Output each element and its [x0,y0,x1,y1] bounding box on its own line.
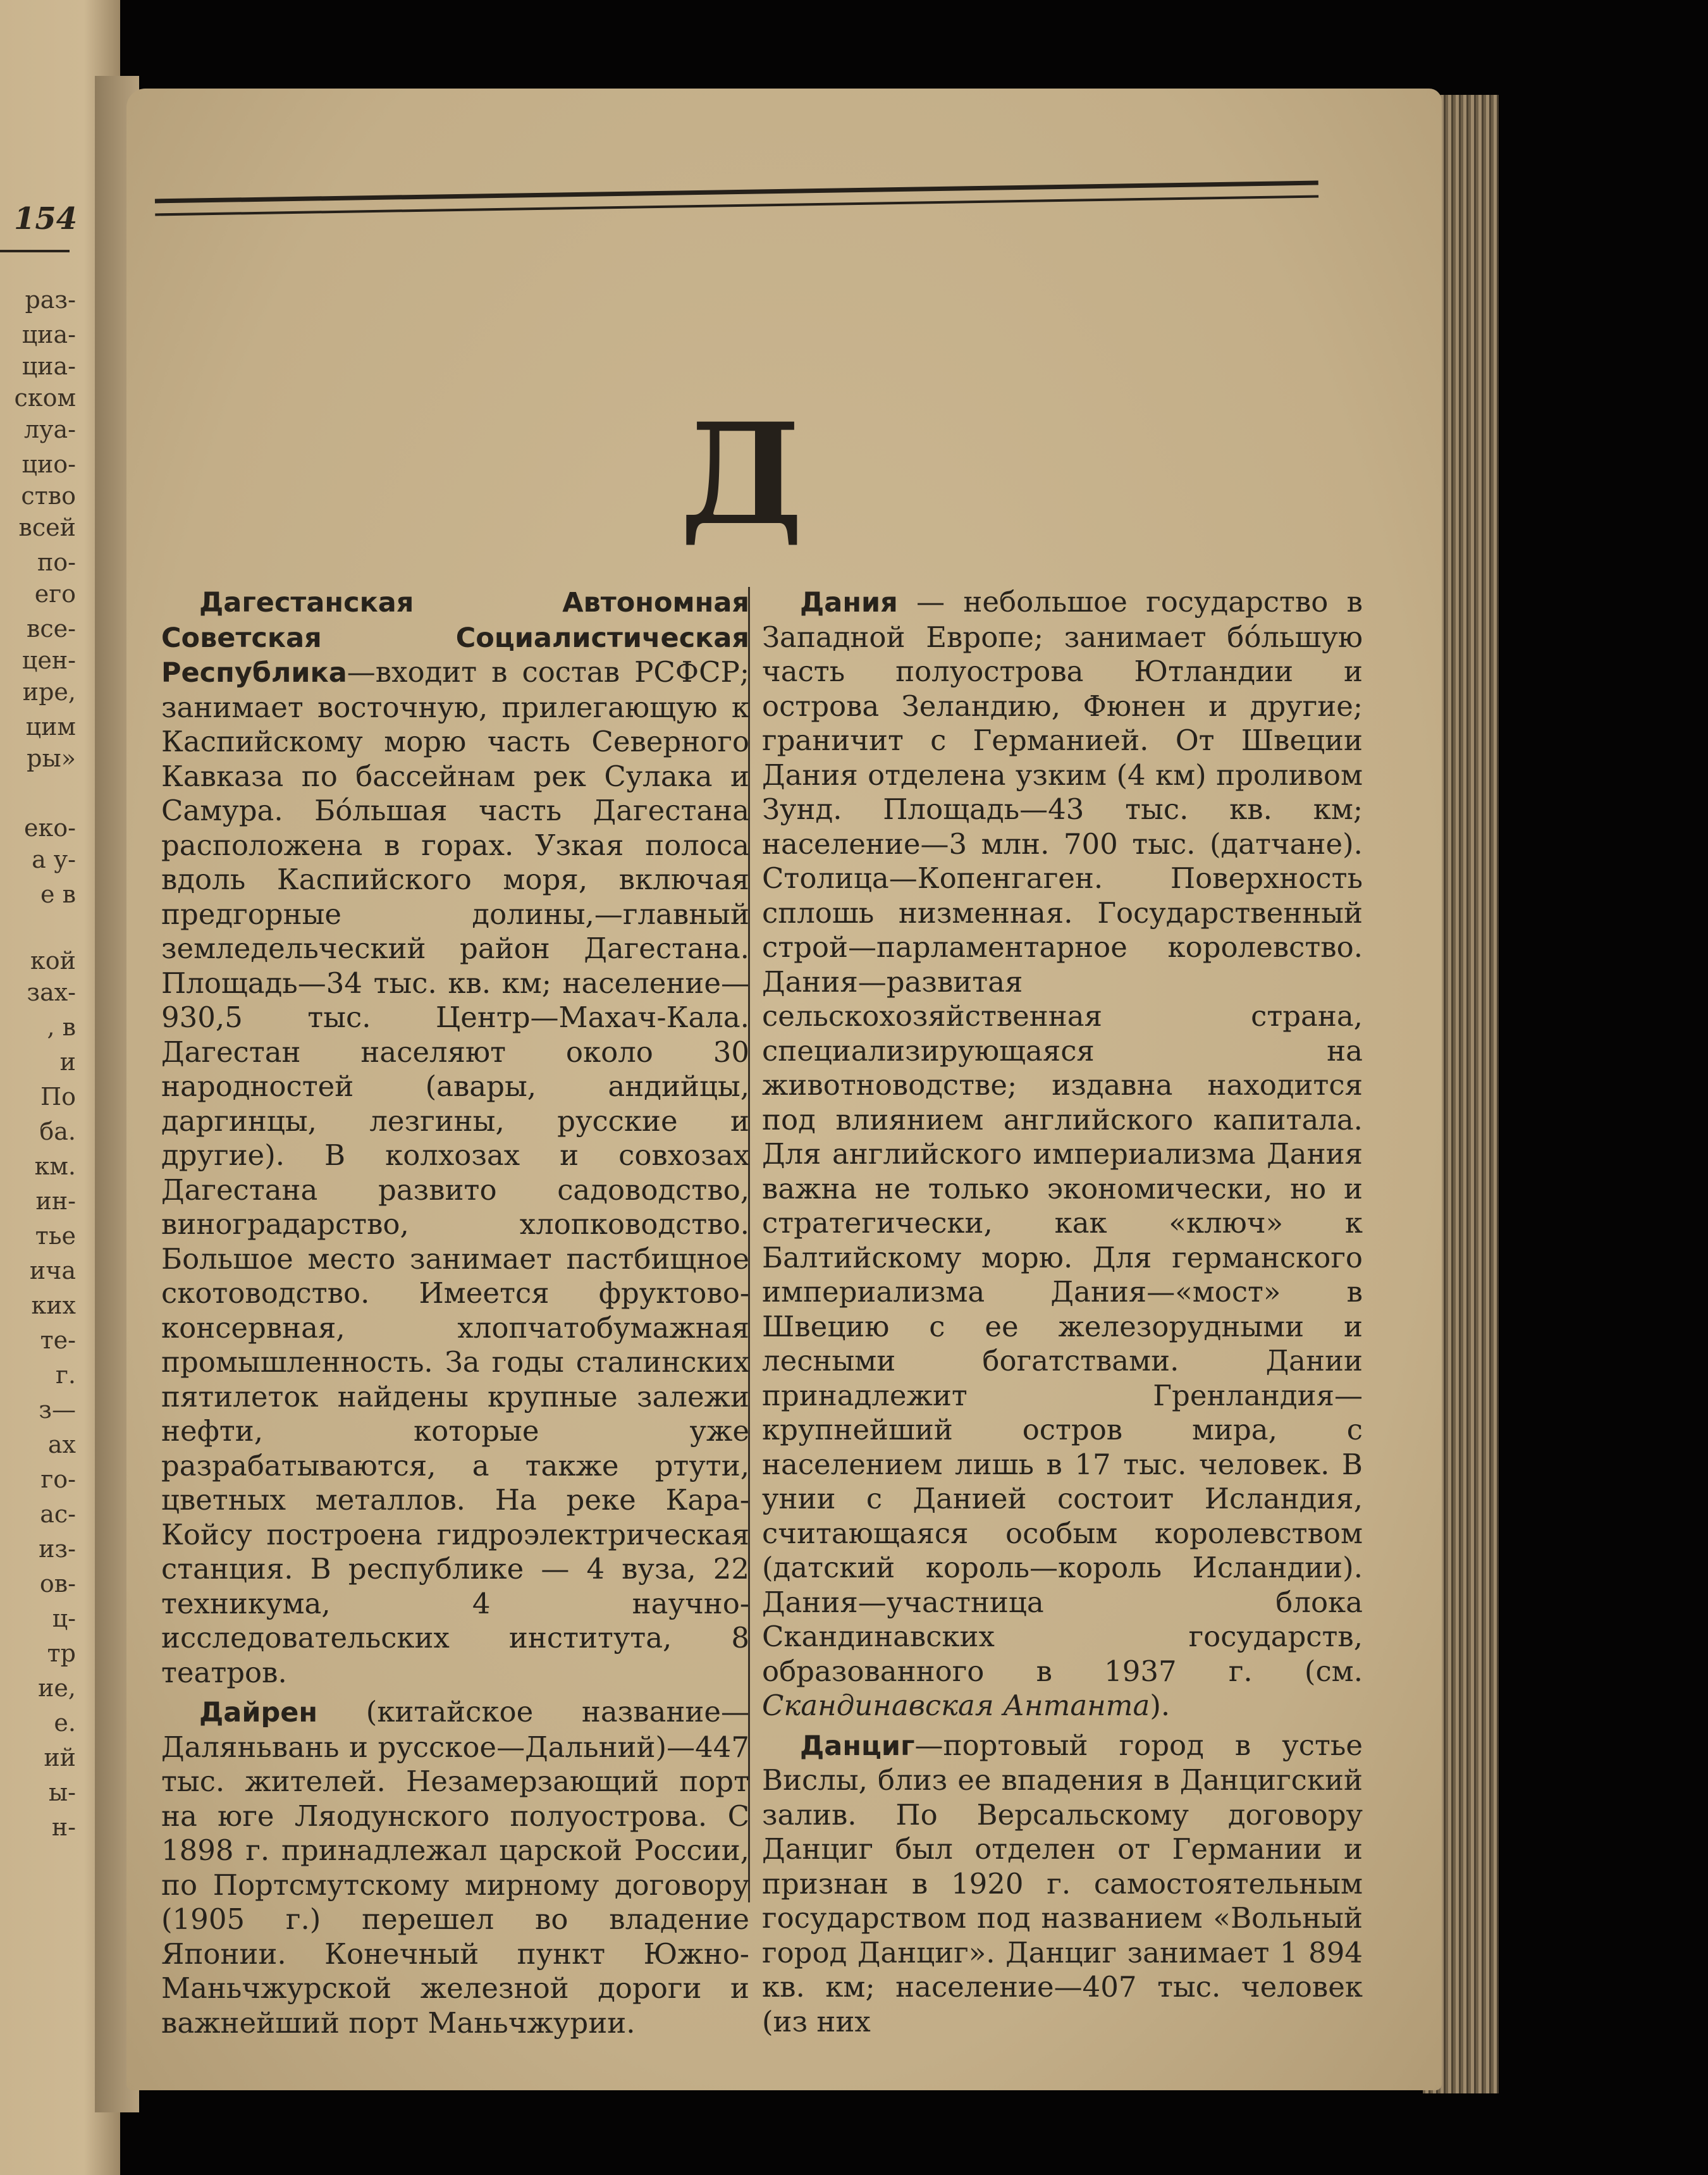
entry-term: Дайрен [199,1697,318,1728]
previous-page-line: ры» [27,744,76,772]
entry-term: Данциг [800,1730,915,1762]
header-rule [0,250,70,252]
entry-dania [762,585,1363,1723]
previous-page-line: еко- [24,814,76,842]
previous-page-line: ц- [52,1605,76,1632]
previous-page-line: г. [56,1361,76,1389]
previous-page-line: раз- [25,286,76,314]
previous-page-line: ас- [40,1500,76,1528]
previous-page-line: ба. [39,1118,76,1145]
previous-page-line: из- [39,1535,76,1563]
entry-text: —входит в состав РСФСР; занимает восточную, прилегающую к Каспийскому морю часть Северного Кавказа по бассейнам рек Сулака и Самура. Бóльшая часть Дагестана расположена в горах. Узкая полоса вдоль Каспийского моря, включая предгорные долины,—главный земледельческий район Дагестана. Площадь—34 тыс. кв. км; население—930,5 тыс. Центр—Махач-Кала. Дагестан населяют около 30 народностей (авары, андийцы, даргинцы, лезгины, русские и другие). В колхозах и совхозах Дагестана развито садоводство, виноградарство, хлопководство. Большое место занимает пастбищное скотоводство. Имеется фруктово-консервная, хлопчатобумажная промышленность. За годы сталинских пятилеток найдены крупные залежи нефти, которые уже разрабатываются, а также ртути, цветных металлов. На реке Кара-Койсу построена гидроэлектрическая станция. В республике — 4 вуза, 22 техникума, 4 научно-исследовательских института, 8 театров. [161,655,749,1689]
previous-page-line: ы- [48,1778,76,1806]
entry-dagestan [161,585,749,1690]
entry-text: —портовый город в устье Вислы, близ ее впадения в Данцигский залив. По Версальскому договору Данциг был отделен от Германии и признан в 1920 г. самостоятельным государством под названием «Вольный город Данциг». Данциг занимает 1 894 кв. км; население—407 тыс. человек (из них [762,1728,1363,2038]
previous-page-line: ких [31,1291,76,1319]
previous-page-line: по- [37,548,76,576]
page-number: 154 [14,201,78,237]
entry-text: — небольшое государство в Западной Европе; занимает бóльшую часть полуострова Ютландии и острова Зеландию, Фюнен и другие; граничит с Германией. От Швеции Дания отделена узким (4 км) проливом Зунд. Площадь—43 тыс. кв. км; население—3 млн. 700 тыс. (датчане). Столица—Копенгаген. Поверхность сплошь низменная. Государственный строй—парламентарное королевство. Дания—развитая сельскохозяйственная страна, специализирующаяся на животноводстве; издавна находится под влиянием английского капитала. Для английского империализма Дания важна не только экономически, но и стратегически, как «ключ» к Балтийскому морю. Для германского империализма Дания—«мост» в Швецию с ее железорудными и лесными богатствами. Дании принадлежит Гренландия—крупнейший остров мира, с населением лишь в 17 тыс. человек. В унии с Данией состоит Исландия, считающаяся особым королевством (датский король—король Исландии). Дания—участница блока Скандинавских государств, образованного в 1937 г. (см. [762,585,1363,1688]
previous-page-line: н- [51,1813,76,1841]
entry-dancig [762,1728,1363,2040]
previous-page-line: е в [40,880,76,908]
previous-page-line: тье [35,1222,76,1250]
entry-text-tail: ). [1150,1689,1170,1722]
entry-text: (китайское название—Даляньвань и русское—Дальний)—447 тыс. жителей. Незамерзающий порт на юге Ляодунского полуострова. С 1898 г. принадлежал царской России, по Портсмутскому мирному договору (1905 г.) перешел во владение Японии. Конечный пункт Южно-Маньчжурской железной дороги и важнейший порт Маньчжурии. [161,1695,749,2040]
previous-page-line: ин- [35,1187,76,1215]
previous-page-line: тр [47,1639,76,1667]
previous-page-line: го- [40,1465,76,1493]
previous-page-line: ском [14,384,76,412]
previous-page-line: км. [34,1152,76,1180]
previous-page-line: те- [40,1326,76,1354]
previous-page-line: ов- [39,1570,76,1598]
previous-page-line: а у- [32,846,76,873]
entry-term: Дания [800,587,898,619]
previous-page-line: цим [25,713,76,741]
previous-page-line: всей [18,514,76,541]
previous-page-line: цен- [22,646,76,674]
previous-page-line: циа- [22,352,76,380]
entry-dairen [161,1695,749,2040]
previous-page-line: з— [39,1396,76,1424]
entry-term: Дагестанская Автономная Советская Социалистическая Республика [161,587,749,689]
left-column [161,585,749,2045]
previous-page-line: цио- [22,450,76,478]
previous-page-line: ий [44,1744,76,1771]
previous-page-line: кой [30,947,76,975]
right-column [762,585,1363,2044]
previous-page-line: По [40,1083,76,1111]
section-letter: Д [680,392,804,556]
previous-page-line: , в [47,1013,76,1041]
cross-reference: Скандинавская Антанта [762,1689,1150,1722]
previous-page-line: циа- [22,321,76,348]
previous-page-line: и [59,1048,76,1076]
previous-page-line: луа- [24,416,76,443]
previous-page-line: ах [47,1431,76,1458]
previous-page-line: ство [21,482,76,510]
previous-page-line: все- [26,615,76,643]
previous-page-line: его [34,580,76,608]
previous-page-line: зах- [27,978,76,1006]
previous-page-line: ича [29,1257,76,1285]
previous-page-line: ие, [38,1674,76,1702]
previous-page-line: ире, [22,678,76,706]
previous-page-line: е. [54,1709,76,1737]
